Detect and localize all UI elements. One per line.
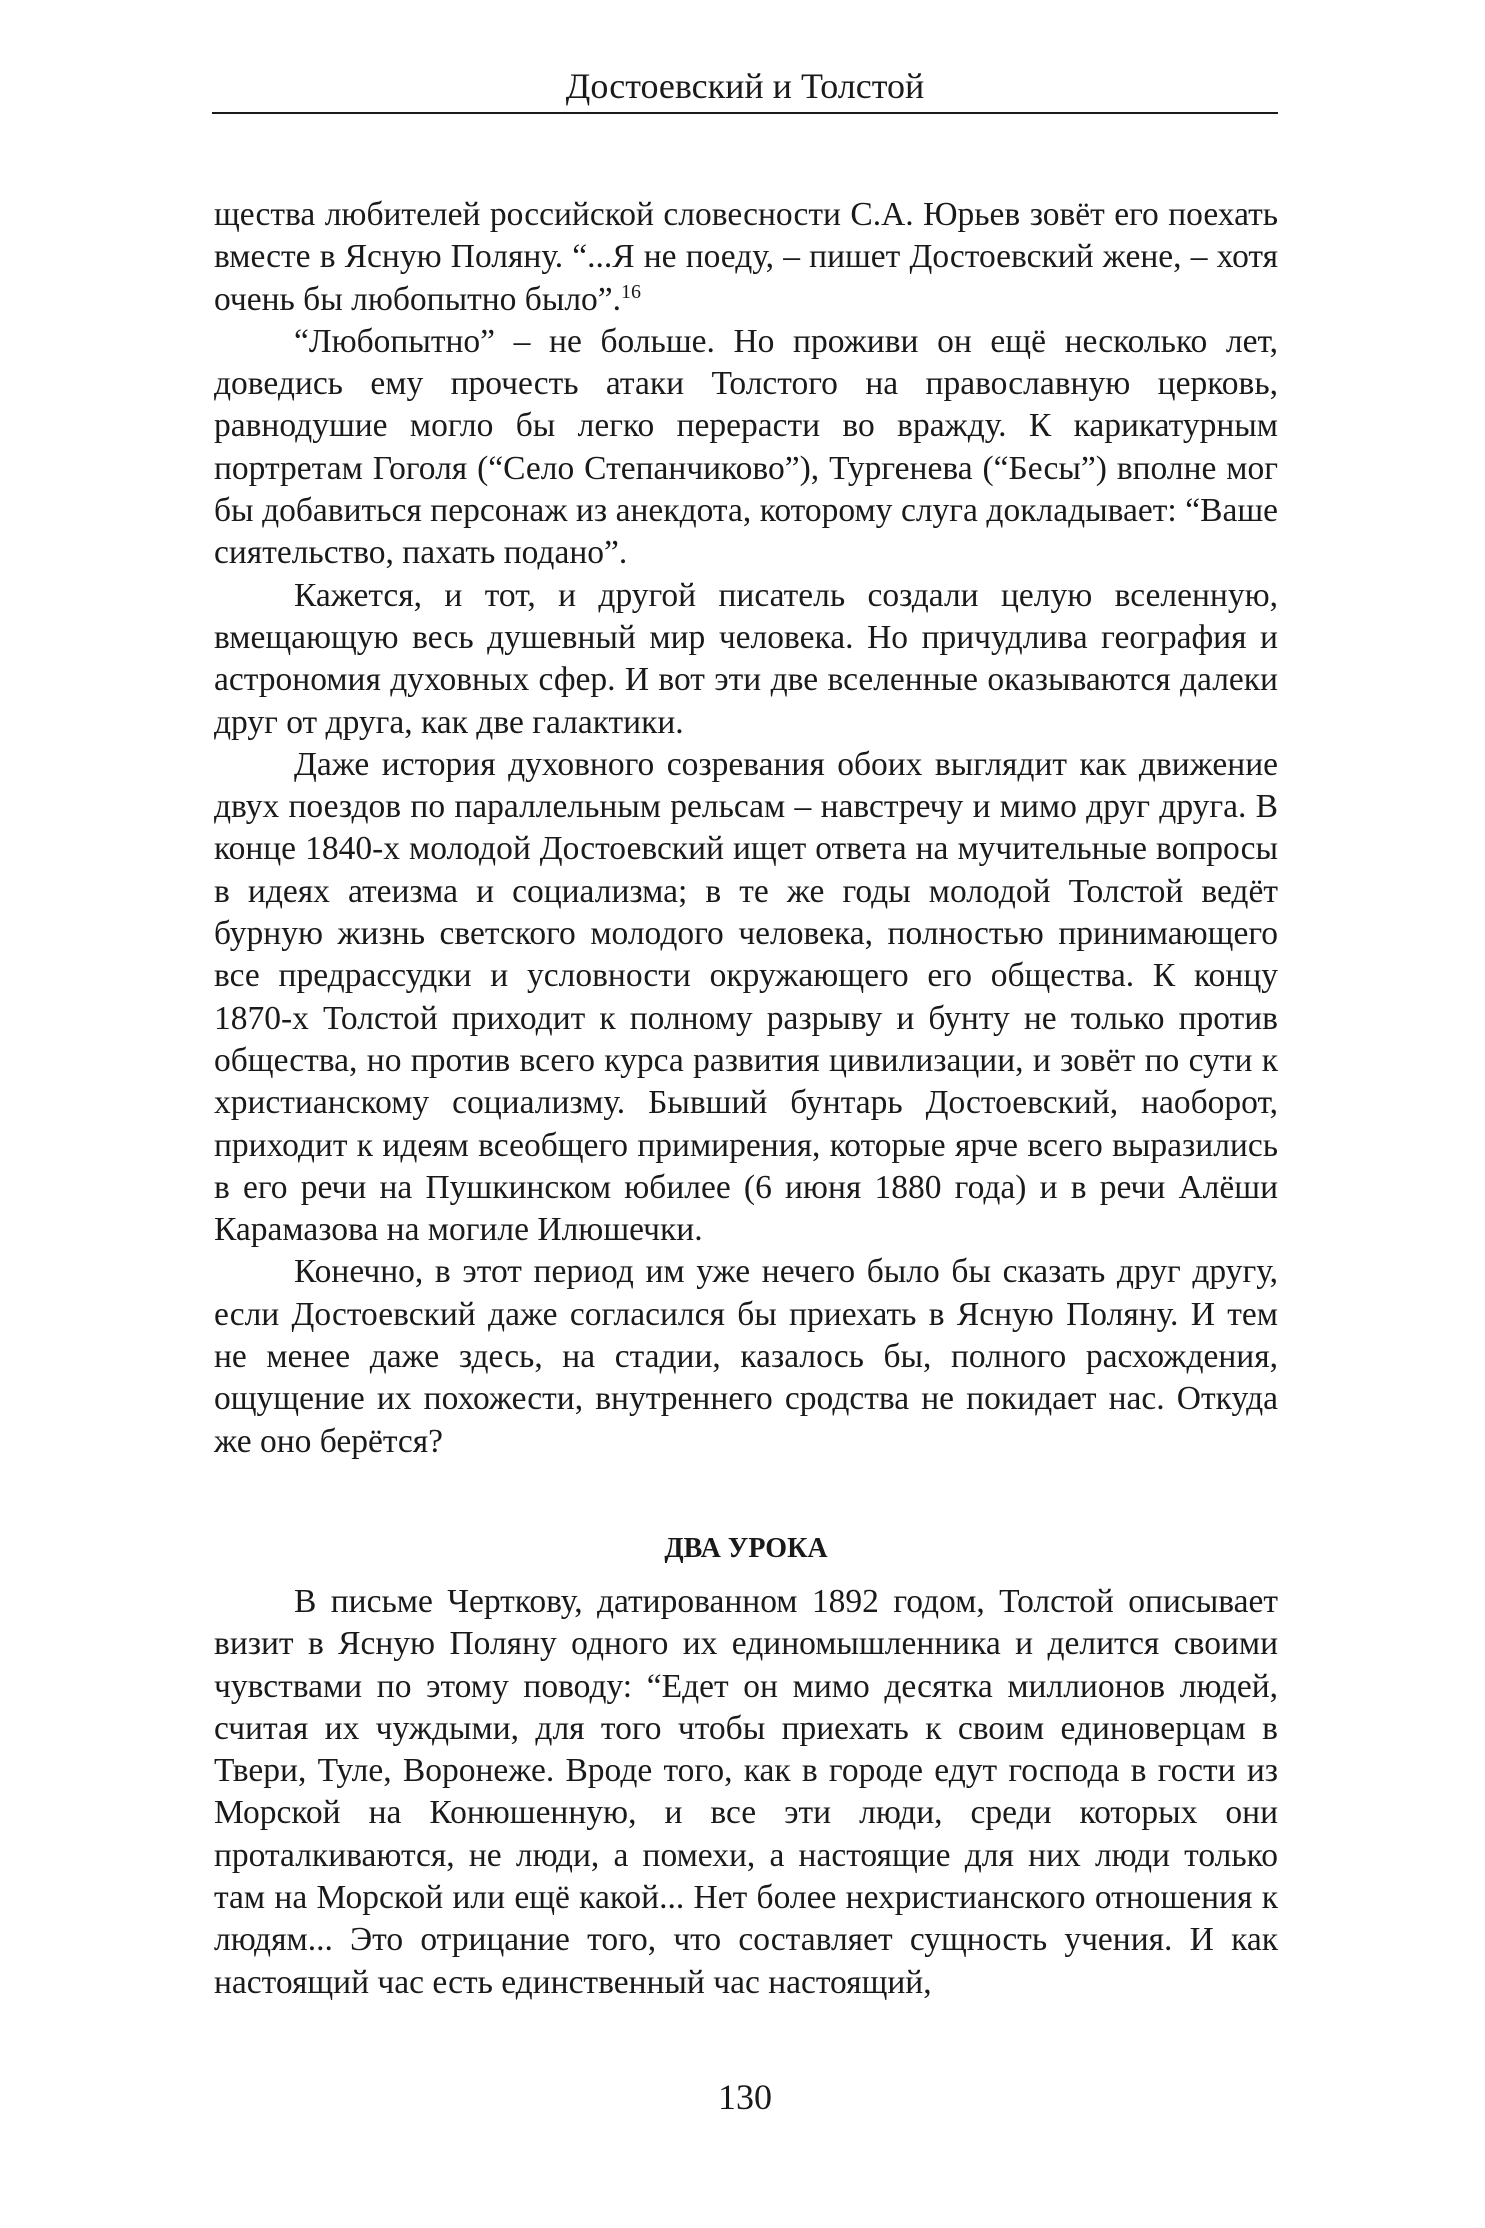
page-number: 130 [718,2077,772,2117]
header-rule [212,112,1278,114]
body-text [214,194,1278,2004]
paragraph-3: Кажется, и тот, и другой писатель создали целую вселенную, вмещающую весь душевный мир человека. Но причудлива география и астрономия духовных сфер. И вот эти две вселенные оказываются далеки друг от друга, как две галактики. [214,576,1278,741]
paragraph-6: В письме Черткову, датированном 1892 годом, Толстой описывает визит в Ясную Поляну одного их единомышленника и делится своими чувствами по этому поводу: “Едет он мимо десятка миллионов людей, считая их чуждыми, для того чтобы приехать к своим единоверцам в Твери, Туле, Воронеже. Вроде того, как в городе едут господа в гости из Морской на Конюшенную, и все эти люди, среди которых они проталкиваются, не люди, а помехи, а настоящие для них люди только там на Морской или ещё какой... Нет более нехристианского отношения к людям... Это отрицание того, что составляет сущность учения. И как настоящий час есть единственный час настоящий, [214,1582,1278,2001]
paragraph-2: “Любопытно” – не больше. Но проживи он ещё несколько лет, доведись ему прочесть атаки Толстого на православную церковь, равнодушие могло бы легко перерасти во вражду. К карикатурным портретам Гоголя (“Село Степанчиково”), Тургенева (“Бесы”) вполне мог бы добавиться персонаж из анекдота, которому слуга докладывает: “Ваше сиятельство, пахать подано”. [214,322,1278,572]
paragraph-5: Конечно, в этот период им уже нечего было бы сказать друг другу, если Достоевский даже согласился бы приехать в Ясную Поляну. И тем не менее даже здесь, на стадии, казалось бы, полного расхождения, ощущение их похожести, внутреннего сродства не покидает нас. Откуда же оно берётся? [214,1253,1278,1460]
paragraph-1-text: щества любителей российской словесности С.А. Юрьев зовёт его поехать вместе в Ясную Поляну. “...Я не поеду, – пишет Достоевский жене, – хотя очень бы любопытно было”. [214,196,1278,318]
running-head: Достоевский и Толстой [565,66,925,106]
footnote-ref-16: 16 [621,280,642,303]
paragraph-4: Даже история духовного созревания обоих выглядит как движение двух поездов по параллельным рельсам – навстречу и мимо друг друга. В конце 1840-х молодой Достоевский ищет ответа на мучительные вопросы в идеях атеизма и социализма; в те же годы молодой Толстой ведёт бурную жизнь светского молодого человека, полностью принимающего все предрассудки и условности окружающего его общества. К концу 1870-х Толстой приходит к полному разрыву и бунту не только против общества, но против всего курса развития цивилизации, и зовёт по сути к христианскому социализму. Бывший бунтарь Достоевский, наоборот, приходит к идеям всеобщего примирения, которые ярче всего выразились в его речи на Пушкинском юбилее (6 июня 1880 года) и в речи Алёши Карамазова на могиле Илюшечки. [214,745,1278,1249]
section-heading: ДВА УРОКА [664,1532,828,1564]
paragraph-1 [214,194,1278,321]
